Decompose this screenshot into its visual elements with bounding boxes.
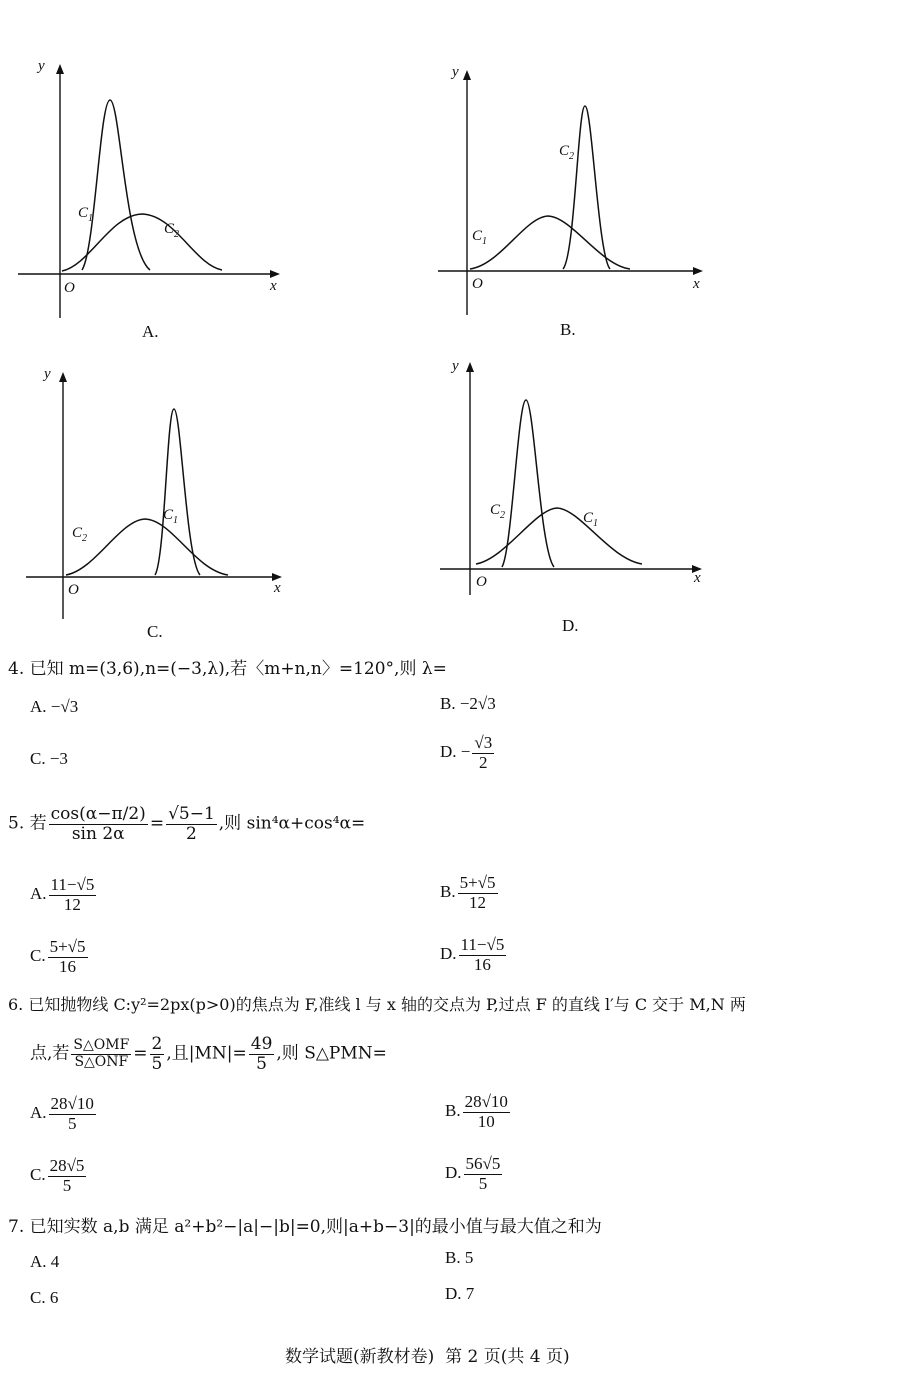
q6-b-num: 28√10: [464, 1092, 508, 1111]
q5-rhs-num: √5−1: [168, 804, 215, 824]
curve-c2: [502, 400, 554, 567]
q5-rhs-den: 2: [186, 823, 197, 844]
q6-c-prefix: C.: [30, 1165, 46, 1185]
c2-sub: 2: [82, 533, 88, 544]
q5-suffix: ,则 sin⁴α+cos⁴α=: [218, 813, 366, 834]
q6-prefix: 点,若: [30, 1043, 70, 1064]
q6-mid: ,且|MN|=: [166, 1043, 247, 1064]
graph-b: [420, 60, 720, 330]
q7-option-a: A. 4: [30, 1252, 60, 1271]
svg-text:C1: [583, 510, 598, 529]
q4-stem: 4. 已知 m=(3,6),n=(−3,λ),若〈m+n,n〉=120°,则 λ=: [8, 659, 447, 679]
graph-b-label: B.: [560, 320, 576, 339]
q6-eq1: =: [133, 1043, 148, 1064]
q4-d-prefix: D. −: [440, 742, 471, 762]
svg-text:C1: [472, 228, 487, 247]
page-footer: 数学试题(新教材卷) 第 2 页(共 4 页): [285, 1347, 570, 1367]
origin-label: O: [472, 276, 483, 292]
curve-c2: [66, 519, 228, 575]
c1-sub: 1: [173, 515, 179, 526]
q5-option-c: [30, 938, 90, 976]
q5-c-num: 5+√5: [49, 937, 86, 956]
c2-label: C: [72, 525, 83, 541]
c1-sub: 1: [88, 213, 94, 224]
svg-text:C2: [490, 502, 505, 521]
q6-option-b: [445, 1093, 512, 1131]
q5-b-den: 12: [469, 892, 487, 912]
q5-stem: [8, 805, 365, 843]
q6-option-a: [30, 1095, 98, 1133]
q6-d-num: 56√5: [465, 1154, 501, 1173]
q6-a-prefix: A.: [30, 1103, 47, 1123]
q6-suffix: ,则 S△PMN=: [276, 1043, 387, 1064]
x-axis-label: x: [693, 276, 700, 292]
svg-text:C1: [78, 205, 93, 224]
q7-option-c: C. 6: [30, 1288, 59, 1307]
svg-text:C2: [72, 525, 87, 544]
c1-label: C: [583, 510, 594, 526]
q4-option-c: C. −3: [30, 749, 68, 768]
c2-sub: 2: [569, 151, 575, 162]
q6-v2-den: 5: [256, 1053, 267, 1074]
q5-a-num: 11−√5: [50, 875, 95, 894]
c2-sub: 2: [174, 229, 180, 240]
q5-option-b: [440, 874, 500, 912]
y-axis-label: y: [44, 366, 51, 382]
q5-a-den: 12: [63, 894, 81, 914]
x-axis-label: x: [270, 278, 277, 294]
c1-sub: 1: [593, 518, 599, 529]
q4-option-d: [440, 734, 496, 772]
graph-a: [0, 50, 300, 320]
x-axis-label: x: [694, 570, 701, 586]
q6-d-den: 5: [478, 1173, 488, 1193]
curve-c2: [62, 214, 222, 271]
graph-a-label: A.: [142, 322, 159, 341]
q6-v1-den: 5: [151, 1053, 163, 1074]
q5-d-num: 11−√5: [460, 935, 505, 954]
q6-ratio-den: S△ONF: [74, 1053, 129, 1070]
c2-label: C: [559, 143, 570, 159]
origin-label: O: [476, 574, 487, 590]
curve-c1: [82, 100, 150, 270]
c1-label: C: [472, 228, 483, 244]
q5-a-prefix: A.: [30, 884, 47, 904]
q4-option-a: A. −√3: [30, 697, 79, 716]
c2-label: C: [164, 221, 175, 237]
q6-a-num: 28√10: [50, 1094, 94, 1113]
q4-d-num: √3: [474, 733, 493, 752]
origin-label: O: [68, 582, 79, 598]
q7-stem: 7. 已知实数 a,b 满足 a²+b²−|a|−|b|=0,则|a+b−3|的最小值与最大值之和为: [8, 1217, 602, 1237]
q5-b-prefix: B.: [440, 882, 456, 902]
q6-ratio-num: S△OMF: [73, 1037, 130, 1054]
q6-d-prefix: D.: [445, 1163, 462, 1183]
curve-c2: [563, 106, 610, 269]
q6-b-prefix: B.: [445, 1101, 461, 1121]
q5-d-prefix: D.: [440, 944, 457, 964]
q6-line1: 6. 已知抛物线 C:y²=2px(p>0)的焦点为 F,准线 l 与 x 轴的交点为 P,过点 F 的直线 l′与 C 交于 M,N 两: [8, 995, 746, 1014]
q5-lhs-num: cos(α−π/2): [50, 804, 146, 824]
svg-text:C2: [164, 221, 179, 240]
q5-eq: =: [149, 813, 165, 834]
graph-d: [420, 350, 720, 620]
svg-text:C2: [559, 143, 574, 162]
origin-label: O: [64, 280, 75, 296]
q7-option-b: B. 5: [445, 1248, 474, 1267]
q6-b-den: 10: [477, 1111, 495, 1131]
q6-c-den: 5: [62, 1175, 72, 1195]
c1-label: C: [163, 507, 174, 523]
q5-c-den: 16: [59, 956, 77, 976]
q6-v1-num: 2: [151, 1034, 163, 1054]
graph-c-label: C.: [147, 622, 163, 641]
q6-c-num: 28√5: [49, 1156, 85, 1175]
y-axis-label: y: [452, 358, 459, 374]
q6-line2: [30, 1035, 387, 1073]
q5-option-d: [440, 936, 508, 974]
q5-d-den: 16: [473, 954, 491, 974]
graph-d-label: D.: [562, 616, 579, 635]
q6-a-den: 5: [67, 1113, 77, 1133]
c2-sub: 2: [500, 510, 506, 521]
q5-prefix: 5. 若: [8, 813, 47, 834]
q5-option-a: [30, 876, 98, 914]
q6-option-d: [445, 1155, 504, 1193]
c1-sub: 1: [482, 236, 488, 247]
q6-v2-num: 49: [250, 1034, 273, 1054]
x-axis-label: x: [274, 580, 281, 596]
c1-label: C: [78, 205, 89, 221]
graph-c: [0, 364, 300, 634]
q4-d-den: 2: [479, 752, 488, 772]
q6-option-c: [30, 1157, 88, 1195]
q4-option-b: B. −2√3: [440, 694, 496, 713]
svg-text:C1: [163, 507, 178, 526]
q5-b-num: 5+√5: [459, 873, 496, 892]
y-axis-label: y: [38, 58, 45, 74]
q7-option-d: D. 7: [445, 1284, 475, 1303]
curve-c1: [155, 409, 200, 575]
q5-c-prefix: C.: [30, 946, 46, 966]
y-axis-label: y: [452, 64, 459, 80]
c2-label: C: [490, 502, 501, 518]
q5-lhs-den: sin 2α: [71, 823, 125, 844]
